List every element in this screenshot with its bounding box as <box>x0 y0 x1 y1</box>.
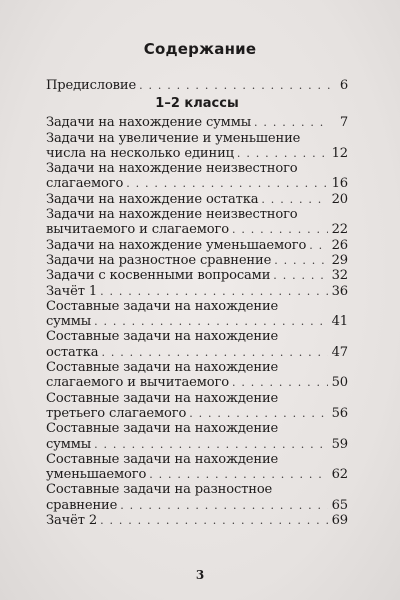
toc-entry-page: 59 <box>331 436 348 452</box>
toc-entry-text: Задачи на нахождение остатка <box>46 191 259 207</box>
toc-entry-page: 32 <box>331 268 348 284</box>
toc-entry-text: числа на несколько единиц <box>46 145 234 161</box>
toc-entry-page: 6 <box>339 78 348 93</box>
toc-entry-text: вычитаемого и слагаемого <box>46 222 229 238</box>
toc-entry <box>46 284 348 299</box>
toc-entry-text: Составные задачи на нахождение <box>46 329 279 345</box>
toc-entry-text: остатка <box>46 344 99 360</box>
toc-entry <box>46 268 348 283</box>
toc-entry-text: сравнение <box>46 497 118 513</box>
toc-entry-text: Задачи на увеличение и уменьшение <box>46 130 301 146</box>
toc-entry-text: Задачи на нахождение уменьшаемого <box>46 237 307 253</box>
dot-leader <box>189 406 327 421</box>
toc-entry <box>46 115 348 130</box>
dot-leader <box>232 222 328 237</box>
toc-entry-list <box>46 115 348 528</box>
toc-entry-text: Задачи на нахождение суммы <box>46 115 252 131</box>
dot-leader <box>273 268 327 283</box>
toc-entry <box>46 452 348 483</box>
section-heading: 1–2 классы <box>155 96 239 112</box>
toc-entry-page: 36 <box>331 283 348 299</box>
dot-leader <box>309 238 327 253</box>
toc-entry-page: 41 <box>331 314 348 330</box>
dot-leader <box>126 176 327 191</box>
dot-leader <box>232 375 328 390</box>
toc-entry-page: 16 <box>331 176 348 192</box>
toc-entry <box>46 192 348 207</box>
toc-entry-text: слагаемого <box>46 176 124 192</box>
toc-entry-text: Составные задачи на нахождение <box>46 451 279 467</box>
toc-entry-page: 12 <box>331 145 348 161</box>
toc-entry <box>46 299 348 330</box>
toc-entry-page: 69 <box>331 513 348 529</box>
toc-entry <box>46 161 348 192</box>
toc-entry-page: 20 <box>331 191 348 207</box>
dot-leader <box>94 437 328 452</box>
toc-entry-text: Составные задачи на нахождение <box>46 390 279 406</box>
toc-entry-text: уменьшаемого <box>46 467 147 483</box>
toc-entry-preface <box>46 78 348 93</box>
toc-entry <box>46 207 348 238</box>
toc-entry-text: суммы <box>46 436 92 452</box>
dot-leader <box>261 192 327 207</box>
toc-entry-page: 65 <box>331 497 348 513</box>
toc-entry <box>46 391 348 422</box>
dot-leader <box>254 115 330 130</box>
toc-entry-text: Зачёт 1 <box>46 283 98 299</box>
toc-entry-text: Составные задачи на разностное <box>46 482 273 498</box>
toc-entry-text: Составные задачи на нахождение <box>46 360 279 376</box>
toc-entry-text: Задачи с косвенными вопросами <box>46 268 271 284</box>
toc-entry <box>46 253 348 268</box>
toc-entry-text: Задачи на нахождение неизвестного <box>46 207 298 223</box>
toc-entry-text: Предисловие <box>46 78 137 93</box>
toc-entry-page: 7 <box>339 115 348 131</box>
toc-entry-text: Задачи на нахождение неизвестного <box>46 161 298 177</box>
toc-entry <box>46 360 348 391</box>
toc-entry <box>46 131 348 162</box>
toc-entry-page: 56 <box>331 405 348 421</box>
page-number: 3 <box>195 568 205 582</box>
dot-leader <box>100 284 328 299</box>
dot-leader <box>274 253 327 268</box>
toc-entry-text: суммы <box>46 314 92 330</box>
dot-leader <box>237 146 328 161</box>
toc-entry-page: 47 <box>331 344 348 360</box>
toc-entry-text: слагаемого и вычитаемого <box>46 375 229 391</box>
dot-leader <box>120 498 327 513</box>
dot-leader <box>101 345 327 360</box>
toc-entry <box>46 238 348 253</box>
dot-leader <box>139 78 330 93</box>
dot-leader <box>149 467 327 482</box>
table-of-contents <box>46 78 348 528</box>
toc-entry <box>46 421 348 452</box>
toc-entry <box>46 482 348 513</box>
toc-entry-text: третьего слагаемого <box>46 405 187 421</box>
toc-entry-page: 22 <box>331 222 348 238</box>
toc-entry-page: 62 <box>331 467 348 483</box>
toc-entry-text: Составные задачи на нахождение <box>46 421 279 437</box>
toc-entry-text: Зачёт 2 <box>46 513 98 529</box>
toc-entry-text: Задачи на разностное сравнение <box>46 252 272 268</box>
toc-entry <box>46 329 348 360</box>
toc-entry-page: 50 <box>331 375 348 391</box>
dot-leader <box>100 513 328 528</box>
dot-leader <box>94 314 328 329</box>
toc-entry-page: 26 <box>331 237 348 253</box>
toc-entry <box>46 513 348 528</box>
toc-entry-text: Составные задачи на нахождение <box>46 298 279 314</box>
toc-entry-page: 29 <box>331 252 348 268</box>
contents-title: Содержание <box>143 40 257 58</box>
